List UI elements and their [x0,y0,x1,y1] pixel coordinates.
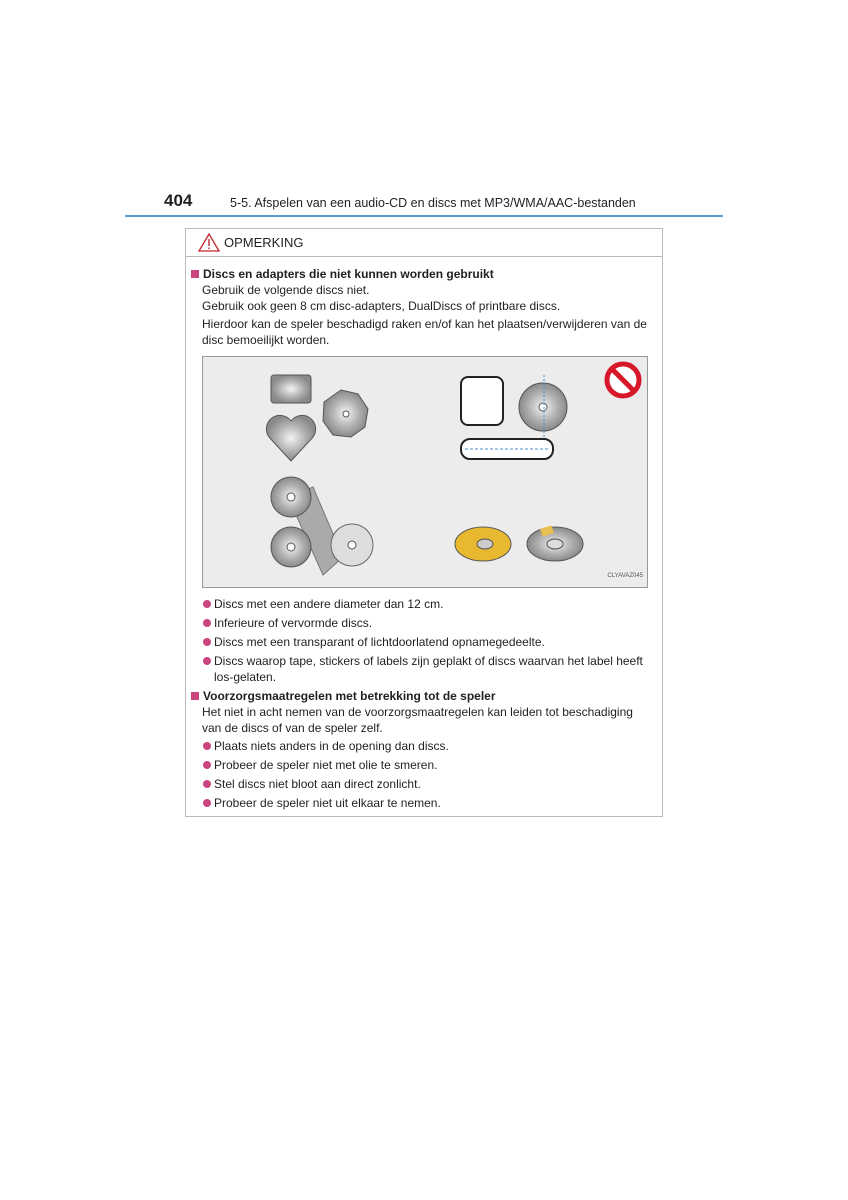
list-item: Discs met een andere diameter dan 12 cm. [202,596,654,612]
labelled-discs [455,525,583,561]
paragraph: Gebruik ook geen 8 cm disc-adapters, DualDiscs of printbare discs. [202,299,561,313]
unusable-discs-illustration [202,356,648,588]
discs-drawing [203,357,647,587]
list-item: Inferieure of vervormde discs. [202,615,654,631]
list-item: Probeer de speler niet uit elkaar te nemen. [202,795,654,811]
list-item: Stel discs niet bloot aan direct zonlicht. [202,776,654,792]
square-bullet-icon [191,270,199,278]
header-rule [125,215,723,217]
paragraph: Hierdoor kan de speler beschadigd raken en/of kan het plaatsen/verwijderen van de disc bemoeilijkt worden. [202,317,647,347]
warped-disc [461,375,567,459]
page-number: 404 [164,191,193,210]
list-item: Plaats niets anders in de opening dan discs. [202,738,654,754]
notice-box [185,228,663,817]
notice-title: OPMERKING [224,235,304,250]
prohibited-icon [607,364,639,396]
heading-text: Voorzorgsmaatregelen met betrekking tot de speler [203,689,496,703]
figure-code: CLYAVAZ045 [607,573,643,579]
list-item: Discs waarop tape, stickers of labels zijn geplakt of discs waarvan het label heeft los-gelaten. [202,653,654,685]
list-item: Discs met een transparant of lichtdoorlatend opnamegedeelte. [202,634,654,650]
square-bullet-icon [191,692,199,700]
section-heading [191,688,654,704]
notice-header [186,229,662,257]
odd-shaped-discs [266,375,368,461]
transparent-discs [271,477,373,575]
paragraph: Gebruik de volgende discs niet. [202,283,370,297]
section-title: 5-5. Afspelen van een audio-CD en discs met MP3/WMA/AAC-bestanden [230,196,636,210]
paragraph: Het niet in acht nemen van de voorzorgsmaatregelen kan leiden tot beschadiging van de discs of van de speler zelf. [202,705,633,735]
list-item: Probeer de speler niet met olie te smeren. [202,757,654,773]
section-heading [191,266,654,282]
heading-text: Discs en adapters die niet kunnen worden gebruikt [203,267,494,281]
warning-icon [198,233,220,252]
